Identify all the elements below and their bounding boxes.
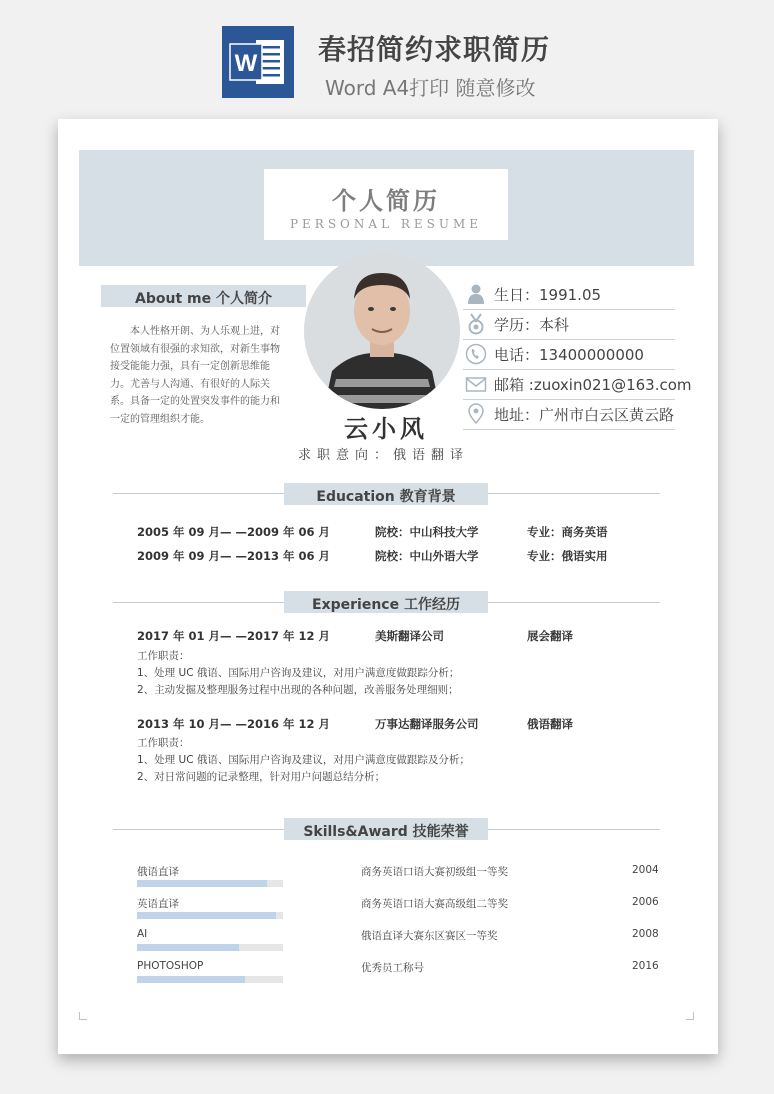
about-text: 本人性格开朗、为人乐观上进，对位置领域有很强的求知欲，对新生事物接受能能力强，具有一定创新思维能力。尤善与人沟通、有很好的人际关系。具备一定的处置突发事件的能力和一定的管理组织才能。 bbox=[110, 326, 280, 425]
edu-date: 2009 年 09 月— —2013 年 06 月 bbox=[137, 549, 331, 563]
info-address bbox=[463, 399, 675, 430]
job-duty-line: 2、主动发掘及整理服务过程中出现的各种问题，改善服务处理细则； bbox=[137, 684, 459, 696]
skill-fill bbox=[137, 880, 267, 887]
skills-heading bbox=[284, 818, 488, 840]
skill-name: PHOTOSHOP bbox=[137, 960, 204, 972]
job-duty-line: 1、处理 UC 俄语、国际用户咨询及建议，对用户满意度做跟踪及分析； bbox=[137, 754, 470, 766]
job-company: 万事达翻译服务公司 bbox=[375, 717, 479, 731]
skill-fill bbox=[137, 976, 245, 983]
experience-heading bbox=[284, 591, 488, 613]
skill-bar bbox=[137, 976, 283, 983]
education-heading bbox=[284, 483, 488, 505]
skill-name: AI bbox=[137, 928, 148, 940]
phone-icon bbox=[465, 343, 487, 365]
education-label: Education 教育背景 bbox=[316, 489, 456, 505]
award-year: 2004 bbox=[632, 864, 659, 876]
experience-label: Experience 工作经历 bbox=[312, 597, 460, 613]
about-label: About me 个人简介 bbox=[135, 291, 272, 307]
edu-date: 2005 年 09 月— —2009 年 06 月 bbox=[137, 525, 331, 539]
info-text: 电话：13400000000 bbox=[494, 346, 644, 364]
word-icon bbox=[222, 26, 294, 98]
job-duty-line: 工作职责： bbox=[137, 650, 190, 662]
award-year: 2016 bbox=[632, 960, 659, 972]
award-title: 商务英语口语大赛初级组一等奖 bbox=[361, 866, 508, 878]
location-icon bbox=[465, 403, 487, 425]
avatar-illustration bbox=[304, 253, 460, 409]
corner-mark bbox=[79, 1012, 87, 1020]
skill-bar bbox=[137, 880, 283, 887]
job-date: 2013 年 10 月— —2016 年 12 月 bbox=[137, 717, 331, 731]
page-title: 春招简约求职简历 bbox=[318, 33, 551, 66]
award-title: 优秀员工称号 bbox=[361, 962, 424, 974]
resume-title-en: PERSONAL RESUME bbox=[289, 217, 483, 231]
info-email bbox=[463, 369, 692, 400]
edu-major: 专业：俄语实用 bbox=[527, 549, 608, 563]
info-text: 地址：广州市白云区黄云路 bbox=[494, 406, 675, 424]
person-name: 云小风 bbox=[344, 415, 428, 443]
job-duty-line: 2、对日常问题的记录整理，针对用户问题总结分析； bbox=[137, 771, 386, 783]
info-birthday bbox=[463, 279, 675, 310]
about-heading bbox=[101, 285, 306, 307]
skill-name: 英语直译 bbox=[137, 898, 179, 910]
skill-bar bbox=[137, 944, 283, 951]
title-box bbox=[264, 169, 508, 240]
page-subtitle: Word A4打印 随意修改 bbox=[325, 76, 536, 100]
skill-fill bbox=[137, 912, 276, 919]
job-intention: 求职意向：俄语翻译 bbox=[298, 448, 470, 463]
person-icon bbox=[465, 283, 487, 305]
edu-school: 院校：中山科技大学 bbox=[375, 525, 479, 539]
award-title: 俄语直译大赛东区赛区一等奖 bbox=[361, 930, 498, 942]
info-education bbox=[463, 309, 675, 340]
info-text: 生日：1991.05 bbox=[494, 286, 602, 304]
award-year: 2006 bbox=[632, 896, 659, 908]
job-date: 2017 年 01 月— —2017 年 12 月 bbox=[137, 629, 331, 643]
info-text: 学历：本科 bbox=[494, 316, 570, 334]
resume-paper bbox=[58, 119, 718, 1054]
job-duty-line: 工作职责： bbox=[137, 737, 190, 749]
skill-name: 俄语直译 bbox=[137, 866, 179, 878]
edu-major: 专业：商务英语 bbox=[527, 525, 608, 539]
corner-mark bbox=[686, 1012, 694, 1020]
skill-bar bbox=[137, 912, 283, 919]
svg-text:W: W bbox=[234, 50, 258, 77]
job-role: 俄语翻译 bbox=[527, 717, 573, 731]
job-duty-line: 1、处理 UC 俄语、国际用户咨询及建议，对用户满意度做跟踪分析； bbox=[137, 667, 460, 679]
job-company: 美斯翻译公司 bbox=[375, 629, 444, 643]
skills-label: Skills&Award 技能荣誉 bbox=[303, 824, 469, 840]
mail-icon bbox=[465, 373, 487, 395]
job-role: 展会翻译 bbox=[527, 629, 573, 643]
award-title: 商务英语口语大赛高级组二等奖 bbox=[361, 898, 508, 910]
edu-school: 院校：中山外语大学 bbox=[375, 549, 479, 563]
profile-photo bbox=[304, 253, 460, 409]
info-text: 邮箱 :zuoxin021@163.com bbox=[494, 376, 692, 394]
medal-icon bbox=[465, 313, 487, 335]
skill-fill bbox=[137, 944, 239, 951]
info-phone bbox=[463, 339, 675, 370]
resume-title: 个人简历 bbox=[332, 187, 440, 215]
award-year: 2008 bbox=[632, 928, 659, 940]
page-header bbox=[0, 0, 774, 110]
